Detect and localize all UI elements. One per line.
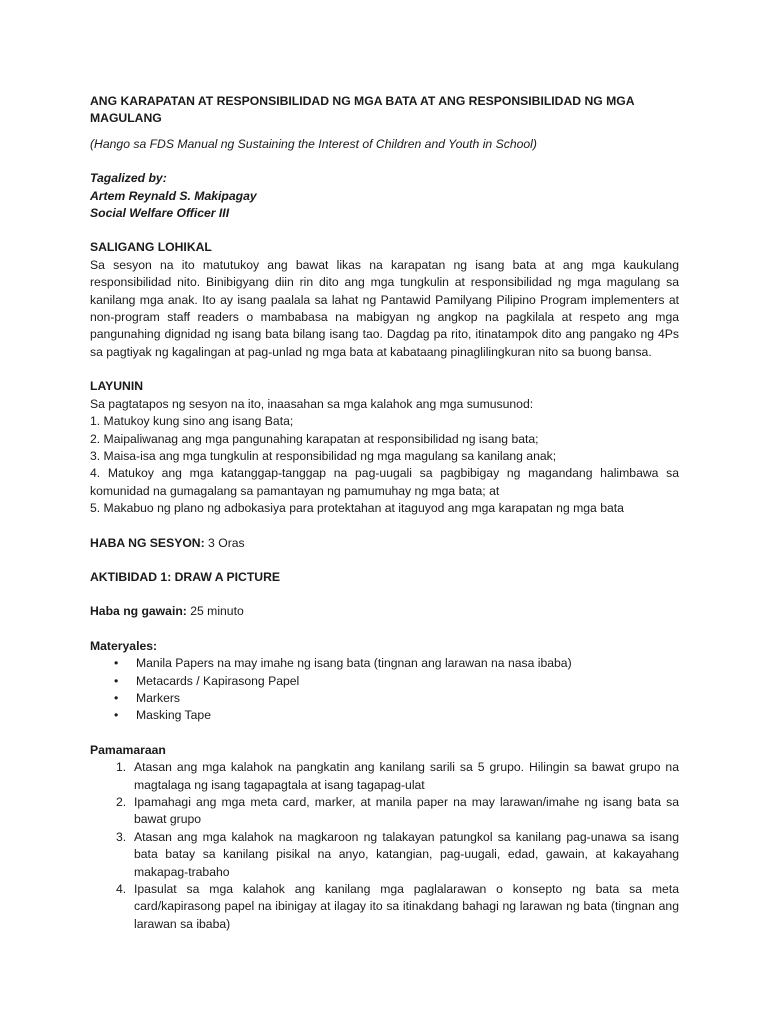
materials-heading: Materyales: [90, 638, 158, 653]
credits-block [90, 170, 679, 222]
procedure-step [116, 881, 679, 933]
procedure-step [116, 829, 679, 881]
credits-label: Tagalized by: [90, 171, 167, 186]
duration-label: HABA NG SESYON: [90, 535, 205, 550]
list-item: • Metacards / Kapirasong Papel [114, 673, 679, 690]
step-text: Atasan ang mga kalahok na pangkatin ang kanilang sarili sa 5 grupo. Hilingin sa bawat grupo na magtalaga ng isang tagapagtala at isang tagapag-ulat [134, 760, 679, 792]
procedure-heading: Pamamaraan [90, 742, 166, 757]
procedure-step [116, 794, 679, 829]
objective-item: 4. Matukoy ang mga katanggap-tanggap na pag-uugali sa pagbibigay ng magandang halimbawa sa komunidad na gumagalang sa pamantayan ng pamumuhay ng mga bata; at [90, 466, 679, 498]
list-item: • Manila Papers na may imahe ng isang bata (tingnan ang larawan na nasa ibaba) [114, 655, 679, 672]
session-duration [90, 535, 679, 552]
procedure-step [116, 759, 679, 794]
step-number: 2. [116, 795, 127, 809]
step-text: Atasan ang mga kalahok na magkaroon ng talakayan patungkol sa kanilang pag-unawa sa isang bata batay sa kanilang pisikal na anyo, katangian, pag-uugali, edad, gawain, at kakayahang makapag-trabaho [134, 829, 679, 879]
duration-value: 3 Oras [204, 535, 245, 550]
rationale-section [90, 239, 679, 361]
objectives-intro: Sa pagtatapos ng sesyon na ito, inaasahan sa mga kalahok ang mga sumusunod: [90, 396, 534, 411]
document-body [90, 93, 679, 933]
objective-item: 1. Matukoy kung sino ang isang Bata; [90, 414, 294, 429]
document-title: ANG KARAPATAN AT RESPONSIBILIDAD NG MGA BATA AT ANG RESPONSIBILIDAD NG MGA MAGULANG [90, 94, 635, 126]
list-item: • Masking Tape [114, 707, 679, 724]
objectives-section [90, 378, 679, 517]
step-text: Ipamahagi ang mga meta card, marker, at manila paper na may larawan/imahe ng isang bata sa bawat grupo [134, 795, 679, 827]
procedure-list [90, 759, 679, 933]
activity-time-label: Haba ng gawain: [90, 604, 187, 619]
materials-list [90, 655, 679, 725]
materials-section [90, 638, 679, 725]
credits-name: Artem Reynald S. Makipagay [90, 188, 257, 203]
activity-time-value: 25 minuto [186, 604, 244, 619]
rationale-heading: SALIGANG LOHIKAL [90, 240, 212, 255]
objective-item: 3. Maisa-isa ang mga tungkulin at responsibilidad ng mga magulang sa kanilang anak; [90, 448, 557, 463]
source-note: (Hango sa FDS Manual ng Sustaining the Interest of Children and Youth in School) [90, 136, 537, 151]
step-number: 4. [116, 882, 127, 897]
step-number: 3. [116, 829, 127, 844]
step-number: 1. [116, 760, 127, 775]
procedure-section [90, 742, 679, 933]
objectives-heading: LAYUNIN [90, 379, 144, 394]
objective-item: 5. Makabuo ng plano ng adbokasiya para protektahan at itaguyod ang mga karapatan ng mga bata [90, 501, 624, 516]
activity-heading: AKTIBIDAD 1: DRAW A PICTURE [90, 569, 281, 584]
activity-time [90, 603, 679, 620]
objective-item: 2. Maipaliwanag ang mga pangunahing karapatan at responsibilidad ng isang bata; [90, 431, 539, 446]
rationale-body: Sa sesyon na ito matutukoy ang bawat likas na karapatan ng isang bata at ang mga kaukulang responsibilidad nito. Binibigyang diin rin dito ang mga tungkulin at responsibilidad ng mga magulang sa kanilang mga anak. Ito ay isang paalala sa lahat ng Pantawid Pamilyang Pilipino Program implementers at non-program staff readers o mambabasa na mabigyan ng angkop na pagkilala at respeto ang mga pangunahing dignidad ng isang bata bilang isang tao. Dagdag pa rito, itinatampok dito ang pangako ng 4Ps sa pagtiyak ng kagalingan at pag-unlad ng mga bata at kabataang pinaglilingkuran nito sa buong bansa. [90, 257, 679, 359]
step-text: Ipasulat sa mga kalahok ang kanilang mga paglalarawan o konsepto ng bata sa meta card/kapirasong papel na ibinigay at ilagay ito sa itinakdang bahagi ng larawan ng bata (tingnan ang larawan sa ibaba) [134, 882, 679, 931]
credits-position: Social Welfare Officer III [90, 206, 230, 221]
list-item: • Markers [114, 690, 679, 707]
